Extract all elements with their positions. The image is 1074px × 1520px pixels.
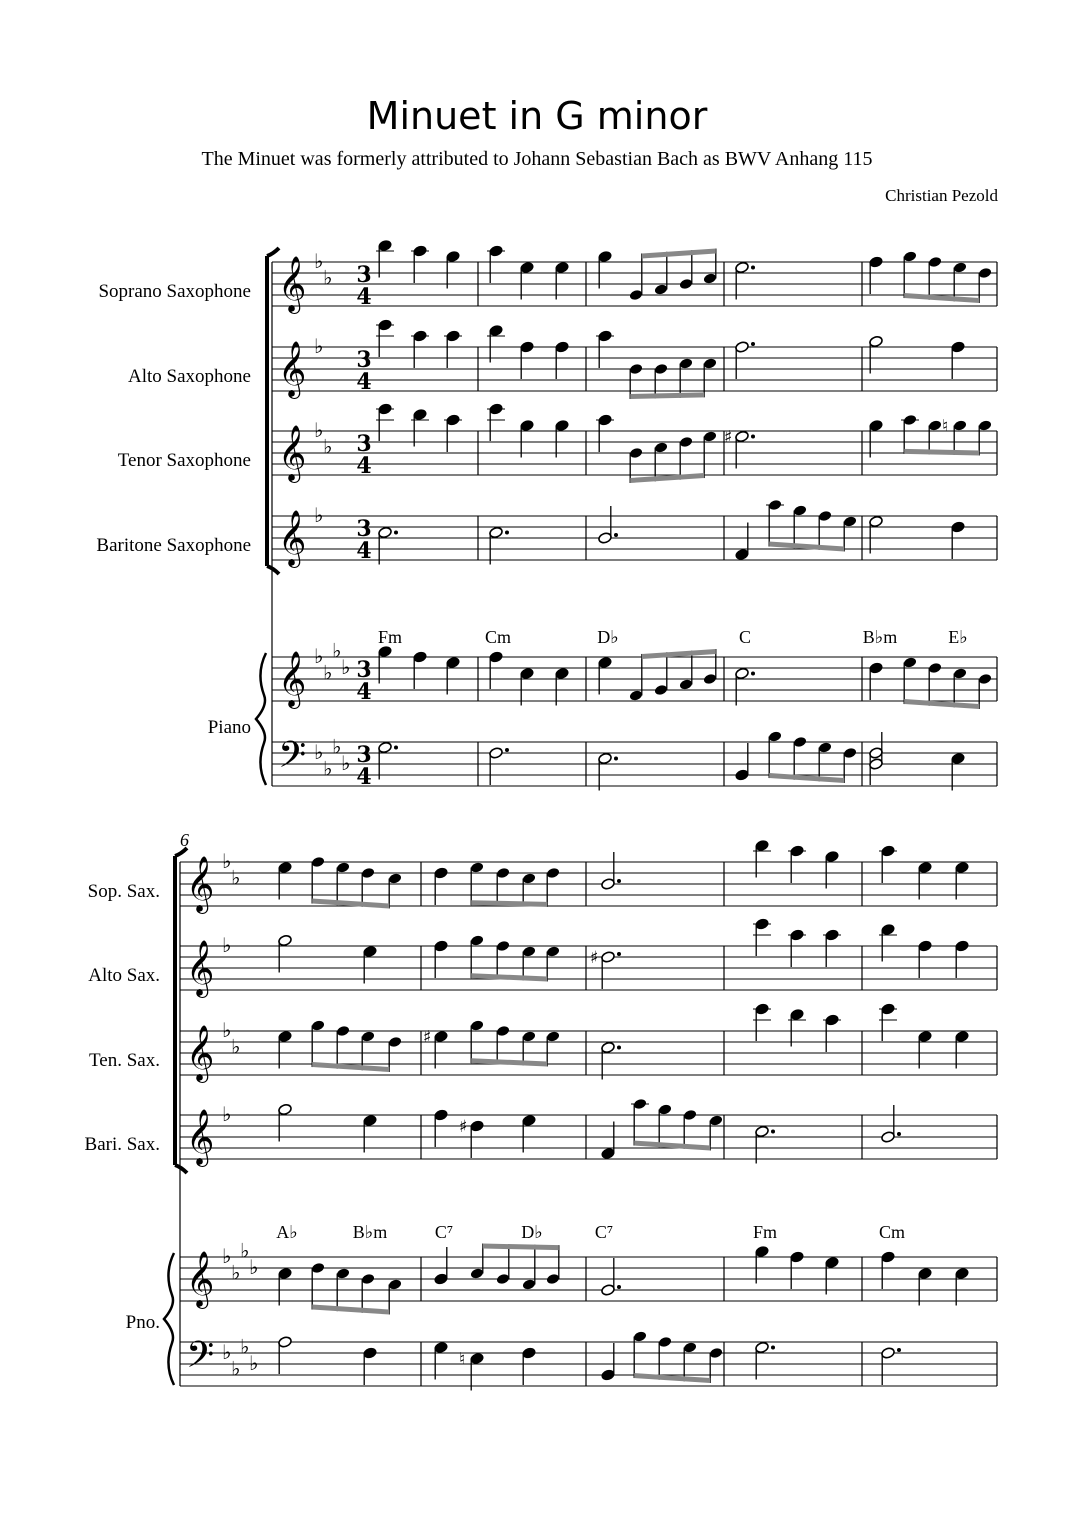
note-head <box>881 1251 896 1264</box>
dot <box>751 672 755 676</box>
note-head <box>522 1278 537 1291</box>
note-head <box>361 867 376 880</box>
note-head <box>978 673 993 686</box>
note-head <box>446 330 461 343</box>
note-head <box>546 1030 561 1043</box>
sharp-icon: ♯ <box>724 427 733 448</box>
treble-clef-icon: 𝄞 <box>186 940 215 996</box>
dot <box>617 1046 621 1050</box>
note-head <box>434 1109 449 1122</box>
instrument-label: Soprano Saxophone <box>98 281 251 302</box>
sharp-icon: ♯ <box>590 948 599 968</box>
time-signature-top: 3 <box>356 516 372 542</box>
note-head <box>654 283 669 296</box>
note-head <box>388 1278 403 1291</box>
note-head <box>470 861 485 874</box>
note-head <box>470 1120 485 1133</box>
flat-key-signature-icon: ♭ <box>222 849 232 873</box>
note-head <box>755 918 770 931</box>
beam <box>312 899 389 909</box>
flat-key-signature-icon: ♭ <box>314 249 324 273</box>
note-head <box>413 330 428 343</box>
note-head <box>709 1114 724 1127</box>
note-head <box>434 1341 449 1354</box>
note-head <box>881 1347 896 1360</box>
note-head <box>546 945 561 958</box>
note-head <box>825 929 840 942</box>
flat-key-signature-icon: ♭ <box>332 638 342 663</box>
note-head <box>918 1030 933 1043</box>
flat-key-signature-icon: ♭ <box>240 1334 250 1359</box>
dot <box>751 342 755 346</box>
note-head <box>278 1103 293 1116</box>
note-head <box>703 673 718 686</box>
note-head <box>601 878 616 891</box>
note-head <box>755 1245 770 1258</box>
flat-key-signature-icon: ♭ <box>222 1340 232 1364</box>
note-head <box>869 662 884 675</box>
note-head <box>629 289 644 302</box>
note-head <box>496 940 511 953</box>
note-head <box>951 752 966 765</box>
instrument-label: Tenor Saxophone <box>117 450 251 471</box>
time-signature-bottom: 4 <box>356 369 372 395</box>
flat-key-signature-icon: ♭ <box>222 1244 232 1268</box>
note-head <box>793 504 808 517</box>
note-head <box>555 341 570 354</box>
note-head <box>489 526 504 539</box>
note-head <box>336 1025 351 1038</box>
note-head <box>869 758 884 771</box>
flat-key-signature-icon: ♭ <box>231 865 241 890</box>
dot <box>617 879 621 883</box>
note-head <box>363 1114 378 1127</box>
note-head <box>278 1267 293 1280</box>
note-head <box>363 1347 378 1360</box>
note-head <box>278 1030 293 1043</box>
note-head <box>446 414 461 427</box>
note-head <box>629 689 644 702</box>
note-head <box>790 1251 805 1264</box>
note-head <box>434 1273 449 1286</box>
note-head <box>598 656 613 669</box>
instrument-label: Bari. Sax. <box>84 1134 160 1155</box>
note-head <box>378 403 393 416</box>
note-head <box>489 651 504 664</box>
dot <box>617 952 621 956</box>
note-head <box>881 1131 896 1144</box>
note-head <box>735 548 750 561</box>
note-head <box>388 1036 403 1049</box>
instrument-label: Ten. Sax. <box>89 1050 160 1071</box>
note-head <box>601 1369 616 1382</box>
note-head <box>881 1003 896 1016</box>
note-head <box>818 510 833 523</box>
beam <box>471 973 547 981</box>
note-head <box>755 1341 770 1354</box>
note-head <box>928 662 943 675</box>
note-head <box>598 250 613 263</box>
beam <box>642 249 716 259</box>
note-head <box>378 526 393 539</box>
time-signature-top: 3 <box>356 657 372 683</box>
note-head <box>903 656 918 669</box>
note-head <box>470 934 485 947</box>
flat-key-signature-icon: ♭ <box>231 1356 241 1381</box>
note-head <box>278 934 293 947</box>
note-head <box>978 419 993 432</box>
flat-key-signature-icon: ♭ <box>341 751 351 775</box>
note-head <box>363 945 378 958</box>
flat-key-signature-icon: ♭ <box>332 734 342 759</box>
note-head <box>413 245 428 258</box>
note-head <box>703 357 718 370</box>
dot <box>751 266 755 270</box>
note-head <box>755 839 770 852</box>
note-head <box>601 1041 616 1054</box>
instrument-label: Pno. <box>125 1312 160 1333</box>
note-head <box>434 1030 449 1043</box>
beam <box>312 1305 389 1315</box>
time-signature-top: 3 <box>356 431 372 457</box>
chord-symbol: Fm <box>377 627 403 647</box>
note-head <box>598 752 613 765</box>
flat-key-signature-icon: ♭ <box>314 740 324 764</box>
dot <box>394 531 398 535</box>
note-head <box>336 861 351 874</box>
score-subtitle: The Minuet was formerly attributed to Johann Sebastian Bach as BWV Anhang 115 <box>201 148 873 170</box>
flat-key-signature-icon: ♭ <box>314 644 324 668</box>
note-head <box>818 741 833 754</box>
dot <box>394 746 398 750</box>
note-head <box>378 741 393 754</box>
note-head <box>378 645 393 658</box>
note-head <box>522 1347 537 1360</box>
note-head <box>928 256 943 269</box>
note-head <box>278 861 293 874</box>
note-head <box>703 272 718 285</box>
note-head <box>703 430 718 443</box>
flat-key-signature-icon: ♭ <box>323 660 333 685</box>
dot <box>617 1285 621 1289</box>
note-head <box>489 747 504 760</box>
note-head <box>520 419 535 432</box>
note-head <box>918 940 933 953</box>
beam <box>769 542 844 552</box>
note-head <box>654 684 669 697</box>
note-head <box>496 1273 511 1286</box>
treble-clef-icon: 𝄞 <box>186 1025 215 1081</box>
chord-symbol: C <box>738 627 752 647</box>
flat-key-signature-icon: ♭ <box>231 1034 241 1059</box>
dot <box>897 1348 901 1352</box>
note-head <box>598 414 613 427</box>
flat-key-signature-icon: ♭ <box>249 1351 259 1375</box>
note-head <box>918 1267 933 1280</box>
time-signature-bottom: 4 <box>356 679 372 705</box>
note-head <box>881 845 896 858</box>
dot <box>505 531 509 535</box>
note-head <box>735 341 750 354</box>
instrument-label: Sop. Sax. <box>87 881 160 902</box>
instrument-label: Piano <box>207 717 251 738</box>
note-head <box>869 515 884 528</box>
note-head <box>793 736 808 749</box>
flat-key-signature-icon: ♭ <box>240 1238 250 1263</box>
note-head <box>522 1114 537 1127</box>
note-head <box>278 1336 293 1349</box>
note-head <box>735 667 750 680</box>
note-head <box>790 1008 805 1021</box>
dot <box>751 435 755 439</box>
note-head <box>629 447 644 460</box>
note-head <box>658 1336 673 1349</box>
time-signature-bottom: 4 <box>356 453 372 479</box>
note-head <box>489 403 504 416</box>
note-head <box>658 1103 673 1116</box>
chord-symbol: D♭ <box>597 627 619 647</box>
note-head <box>978 267 993 280</box>
score-title: Minuet in G minor <box>366 94 708 138</box>
flat-key-signature-icon: ♭ <box>222 1018 232 1042</box>
note-head <box>768 730 783 743</box>
note-head <box>679 357 694 370</box>
note-head <box>601 1147 616 1160</box>
instrument-label: Baritone Saxophone <box>96 535 251 556</box>
time-signature-top: 3 <box>356 347 372 373</box>
note-head <box>953 261 968 274</box>
note-head <box>790 929 805 942</box>
note-head <box>955 1030 970 1043</box>
dot <box>614 533 618 537</box>
bass-clef-icon: 𝄢 <box>186 1334 215 1385</box>
note-head <box>555 667 570 680</box>
flat-key-signature-icon: ♭ <box>323 434 333 459</box>
time-signature-top: 3 <box>356 742 372 768</box>
note-head <box>735 261 750 274</box>
note-head <box>768 499 783 512</box>
treble-clef-icon: 𝄞 <box>186 1251 215 1307</box>
flat-key-signature-icon: ♭ <box>314 334 324 358</box>
note-head <box>633 1098 648 1111</box>
note-head <box>918 861 933 874</box>
beam <box>630 392 704 399</box>
chord-symbol: C⁷ <box>594 1222 614 1242</box>
note-head <box>336 1267 351 1280</box>
note-head <box>601 951 616 964</box>
measure-number: 6 <box>180 830 189 850</box>
note-head <box>446 250 461 263</box>
flat-key-signature-icon: ♭ <box>314 503 324 527</box>
note-head <box>470 1267 485 1280</box>
note-head <box>843 515 858 528</box>
note-head <box>361 1273 376 1286</box>
chord-symbol: C⁷ <box>434 1222 454 1242</box>
beam <box>634 1141 710 1151</box>
note-head <box>633 1330 648 1343</box>
instrument-label: Alto Saxophone <box>128 366 251 387</box>
note-head <box>489 245 504 258</box>
note-head <box>520 341 535 354</box>
note-head <box>598 532 613 545</box>
note-head <box>470 1352 485 1365</box>
note-head <box>790 845 805 858</box>
instrument-label: Alto Sax. <box>88 965 160 986</box>
beam <box>483 1244 559 1251</box>
note-head <box>413 651 428 664</box>
time-signature-bottom: 4 <box>356 284 372 310</box>
note-head <box>388 872 403 885</box>
note-head <box>953 419 968 432</box>
note-head <box>598 330 613 343</box>
beam <box>471 1058 547 1066</box>
note-head <box>928 419 943 432</box>
treble-clef-icon: 𝄞 <box>278 256 307 312</box>
note-head <box>522 1030 537 1043</box>
piano-brace <box>164 1253 174 1385</box>
note-head <box>683 1341 698 1354</box>
note-head <box>654 441 669 454</box>
note-head <box>555 261 570 274</box>
note-head <box>601 1284 616 1297</box>
note-head <box>903 414 918 427</box>
sharp-icon: ♯ <box>459 1117 468 1137</box>
note-head <box>446 656 461 669</box>
note-head <box>546 867 561 880</box>
chord-symbol: Cm <box>484 627 512 647</box>
flat-key-signature-icon: ♭ <box>323 756 333 781</box>
note-head <box>709 1347 724 1360</box>
note-head <box>679 278 694 291</box>
note-head <box>311 1262 326 1275</box>
natural-icon: ♮ <box>459 1349 466 1370</box>
note-head <box>496 1025 511 1038</box>
dot <box>897 1132 901 1136</box>
note-head <box>520 261 535 274</box>
flat-key-signature-icon: ♭ <box>222 1102 232 1126</box>
chord-symbol: B♭m <box>352 1222 388 1242</box>
treble-clef-icon: 𝄞 <box>278 651 307 707</box>
note-head <box>679 678 694 691</box>
chord-symbol: E♭ <box>948 627 968 647</box>
treble-clef-icon: 𝄞 <box>278 510 307 566</box>
note-head <box>311 856 326 869</box>
note-head <box>434 867 449 880</box>
note-head <box>470 1019 485 1032</box>
note-head <box>361 1030 376 1043</box>
note-head <box>869 419 884 432</box>
chord-symbol: Cm <box>878 1222 906 1242</box>
note-head <box>378 319 393 332</box>
note-head <box>951 341 966 354</box>
note-head <box>434 940 449 953</box>
flat-key-signature-icon: ♭ <box>323 265 333 290</box>
note-head <box>869 335 884 348</box>
flat-key-signature-icon: ♭ <box>314 418 324 442</box>
natural-icon: ♮ <box>942 416 949 437</box>
note-head <box>378 239 393 252</box>
note-head <box>951 521 966 534</box>
flat-key-signature-icon: ♭ <box>231 1260 241 1285</box>
sharp-icon: ♯ <box>423 1027 432 1048</box>
note-head <box>903 250 918 263</box>
dot <box>771 1130 775 1134</box>
flat-key-signature-icon: ♭ <box>341 655 351 679</box>
note-head <box>955 861 970 874</box>
treble-clef-icon: 𝄞 <box>278 341 307 397</box>
note-head <box>489 324 504 337</box>
bass-clef-icon: 𝄢 <box>278 734 307 785</box>
note-head <box>953 667 968 680</box>
note-head <box>413 408 428 421</box>
note-head <box>825 850 840 863</box>
note-head <box>522 945 537 958</box>
note-head <box>311 1019 326 1032</box>
dot <box>505 748 509 752</box>
note-head <box>869 747 884 760</box>
chord-symbol: D♭ <box>521 1222 543 1242</box>
time-signature-bottom: 4 <box>356 538 372 564</box>
time-signature-top: 3 <box>356 262 372 288</box>
composer-name: Christian Pezold <box>885 186 998 205</box>
note-head <box>955 940 970 953</box>
note-head <box>735 430 750 443</box>
note-head <box>735 769 750 782</box>
note-head <box>755 1125 770 1138</box>
note-head <box>869 256 884 269</box>
note-head <box>546 1273 561 1286</box>
piano-brace <box>256 653 266 785</box>
note-head <box>679 436 694 449</box>
chord-symbol: Fm <box>752 1222 778 1242</box>
flat-key-signature-icon: ♭ <box>222 933 232 957</box>
time-signature-bottom: 4 <box>356 764 372 790</box>
chord-symbol: B♭m <box>862 627 898 647</box>
note-head <box>881 923 896 936</box>
note-head <box>522 872 537 885</box>
dot <box>771 1346 775 1350</box>
flat-key-signature-icon: ♭ <box>249 1255 259 1279</box>
note-head <box>496 867 511 880</box>
note-head <box>629 363 644 376</box>
treble-clef-icon: 𝄞 <box>186 856 215 912</box>
dot <box>614 757 618 761</box>
note-head <box>520 667 535 680</box>
treble-clef-icon: 𝄞 <box>186 1109 215 1165</box>
note-head <box>825 1014 840 1027</box>
note-head <box>555 419 570 432</box>
note-head <box>955 1267 970 1280</box>
note-head <box>755 1003 770 1016</box>
note-head <box>843 747 858 760</box>
chord-symbol: A♭ <box>276 1222 298 1242</box>
beam <box>904 449 979 456</box>
treble-clef-icon: 𝄞 <box>278 425 307 481</box>
note-head <box>654 363 669 376</box>
note-head <box>683 1109 698 1122</box>
note-head <box>825 1256 840 1269</box>
